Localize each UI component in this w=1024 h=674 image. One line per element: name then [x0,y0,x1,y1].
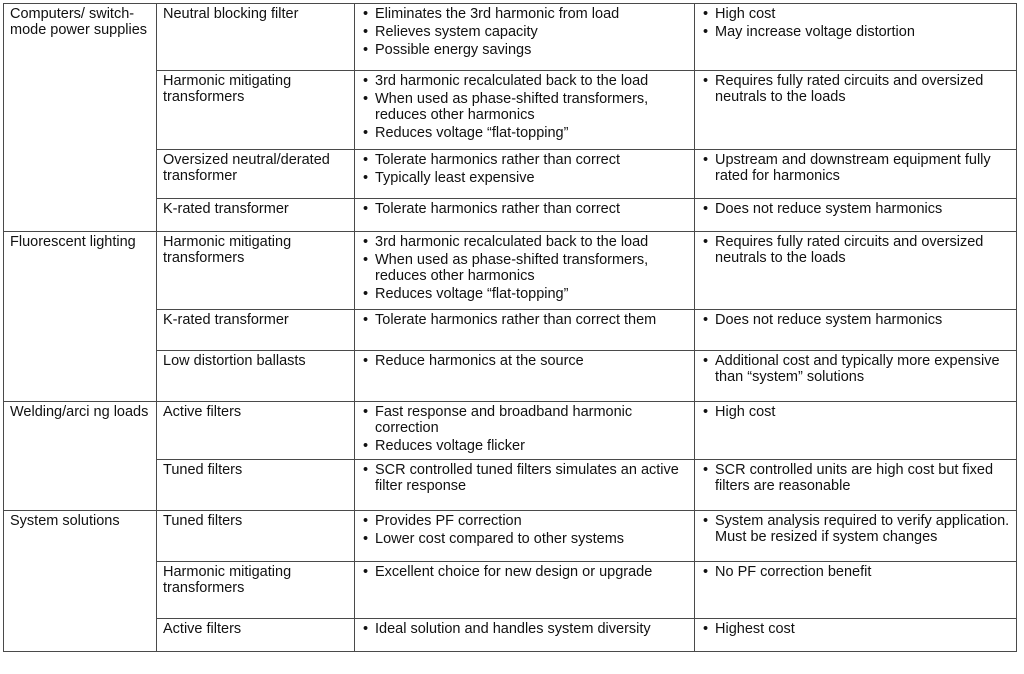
solution-cell: Oversized neutral/derated transformer [157,150,355,199]
bullet-item: • Reduces voltage “flat-topping” [361,286,688,302]
solution-cell: K-rated transformer [157,198,355,232]
solution-cell: Harmonic mitigating transformers [157,232,355,310]
disadvantages-cell [695,351,1017,402]
bullet-item: • SCR controlled tuned filters simulates an active filter response [361,462,688,494]
bullet-item: • When used as phase-shifted transformers, reduces other harmonics [361,252,688,284]
solution-cell: Active filters [157,618,355,652]
table-row [4,510,1017,562]
bullet-item: • Requires fully rated circuits and oversized neutrals to the loads [701,73,1010,105]
bullet-item: • Ideal solution and handles system diversity [361,621,688,637]
advantages-cell [355,618,695,652]
disadvantages-list [701,234,1010,266]
solution-cell: K-rated transformer [157,309,355,351]
disadvantages-cell [695,562,1017,619]
application-cell: Computers/ switch-mode power supplies [4,4,157,232]
bullet-item: • No PF correction benefit [701,564,1010,580]
advantages-list [361,6,688,58]
solution-cell: Active filters [157,401,355,460]
bullet-item: • Excellent choice for new design or upgrade [361,564,688,580]
application-cell: Welding/arci ng loads [4,401,157,510]
bullet-item: • Does not reduce system harmonics [701,312,1010,328]
bullet-item: • When used as phase-shifted transformers, reduces other harmonics [361,91,688,123]
disadvantages-cell [695,70,1017,150]
advantages-list [361,234,688,302]
disadvantages-list [701,73,1010,105]
table-row [4,232,1017,310]
disadvantages-list [701,152,1010,184]
advantages-list [361,73,688,141]
bullet-item: • Eliminates the 3rd harmonic from load [361,6,688,22]
bullet-item: • 3rd harmonic recalculated back to the load [361,234,688,250]
bullet-item: • High cost [701,6,1010,22]
advantages-cell [355,510,695,562]
advantages-cell [355,562,695,619]
disadvantages-list [701,404,1010,420]
advantages-cell [355,4,695,71]
disadvantages-list [701,312,1010,328]
bullet-item: • Possible energy savings [361,42,688,58]
bullet-item: • Provides PF correction [361,513,688,529]
bullet-item: • Tolerate harmonics rather than correct them [361,312,688,328]
solution-cell: Harmonic mitigating transformers [157,562,355,619]
disadvantages-cell [695,150,1017,199]
solution-cell: Neutral blocking filter [157,4,355,71]
bullet-item: • System analysis required to verify application. Must be resized if system changes [701,513,1010,545]
disadvantages-list [701,353,1010,385]
bullet-item: • 3rd harmonic recalculated back to the load [361,73,688,89]
disadvantages-cell [695,460,1017,511]
solution-cell: Tuned filters [157,460,355,511]
disadvantages-list [701,6,1010,40]
advantages-list [361,312,688,328]
application-cell: Fluorescent lighting [4,232,157,402]
disadvantages-cell [695,198,1017,232]
disadvantages-list [701,201,1010,217]
advantages-list [361,152,688,186]
bullet-item: • Tolerate harmonics rather than correct [361,152,688,168]
solution-cell: Low distortion ballasts [157,351,355,402]
bullet-item: • Requires fully rated circuits and oversized neutrals to the loads [701,234,1010,266]
disadvantages-cell [695,510,1017,562]
application-cell: System solutions [4,510,157,652]
bullet-item: • Relieves system capacity [361,24,688,40]
bullet-item: • Tolerate harmonics rather than correct [361,201,688,217]
advantages-cell [355,198,695,232]
bullet-item: • Reduces voltage flicker [361,438,688,454]
bullet-item: • Additional cost and typically more expensive than “system” solutions [701,353,1010,385]
bullet-item: • Fast response and broadband harmonic correction [361,404,688,436]
advantages-cell [355,309,695,351]
table-row [4,4,1017,71]
advantages-list [361,564,688,580]
advantages-list [361,462,688,494]
advantages-list [361,353,688,369]
advantages-list [361,621,688,637]
harmonic-solutions-table [3,3,1017,652]
bullet-item: • SCR controlled units are high cost but fixed filters are reasonable [701,462,1010,494]
bullet-item: • Upstream and downstream equipment fully rated for harmonics [701,152,1010,184]
solution-cell: Harmonic mitigating transformers [157,70,355,150]
bullet-item: • High cost [701,404,1010,420]
advantages-cell [355,150,695,199]
disadvantages-cell [695,232,1017,310]
table-body [4,4,1017,652]
bullet-item: • Highest cost [701,621,1010,637]
disadvantages-cell [695,401,1017,460]
disadvantages-cell [695,309,1017,351]
bullet-item: • Reduces voltage “flat-topping” [361,125,688,141]
disadvantages-list [701,462,1010,494]
table-row [4,401,1017,460]
disadvantages-list [701,564,1010,580]
bullet-item: • May increase voltage distortion [701,24,1010,40]
bullet-item: • Reduce harmonics at the source [361,353,688,369]
advantages-list [361,404,688,454]
solution-cell: Tuned filters [157,510,355,562]
bullet-item: • Typically least expensive [361,170,688,186]
disadvantages-cell [695,4,1017,71]
advantages-list [361,201,688,217]
disadvantages-list [701,621,1010,637]
bullet-item: • Lower cost compared to other systems [361,531,688,547]
disadvantages-list [701,513,1010,545]
bullet-item: • Does not reduce system harmonics [701,201,1010,217]
disadvantages-cell [695,618,1017,652]
advantages-cell [355,70,695,150]
advantages-cell [355,232,695,310]
advantages-cell [355,460,695,511]
advantages-list [361,513,688,547]
advantages-cell [355,401,695,460]
advantages-cell [355,351,695,402]
